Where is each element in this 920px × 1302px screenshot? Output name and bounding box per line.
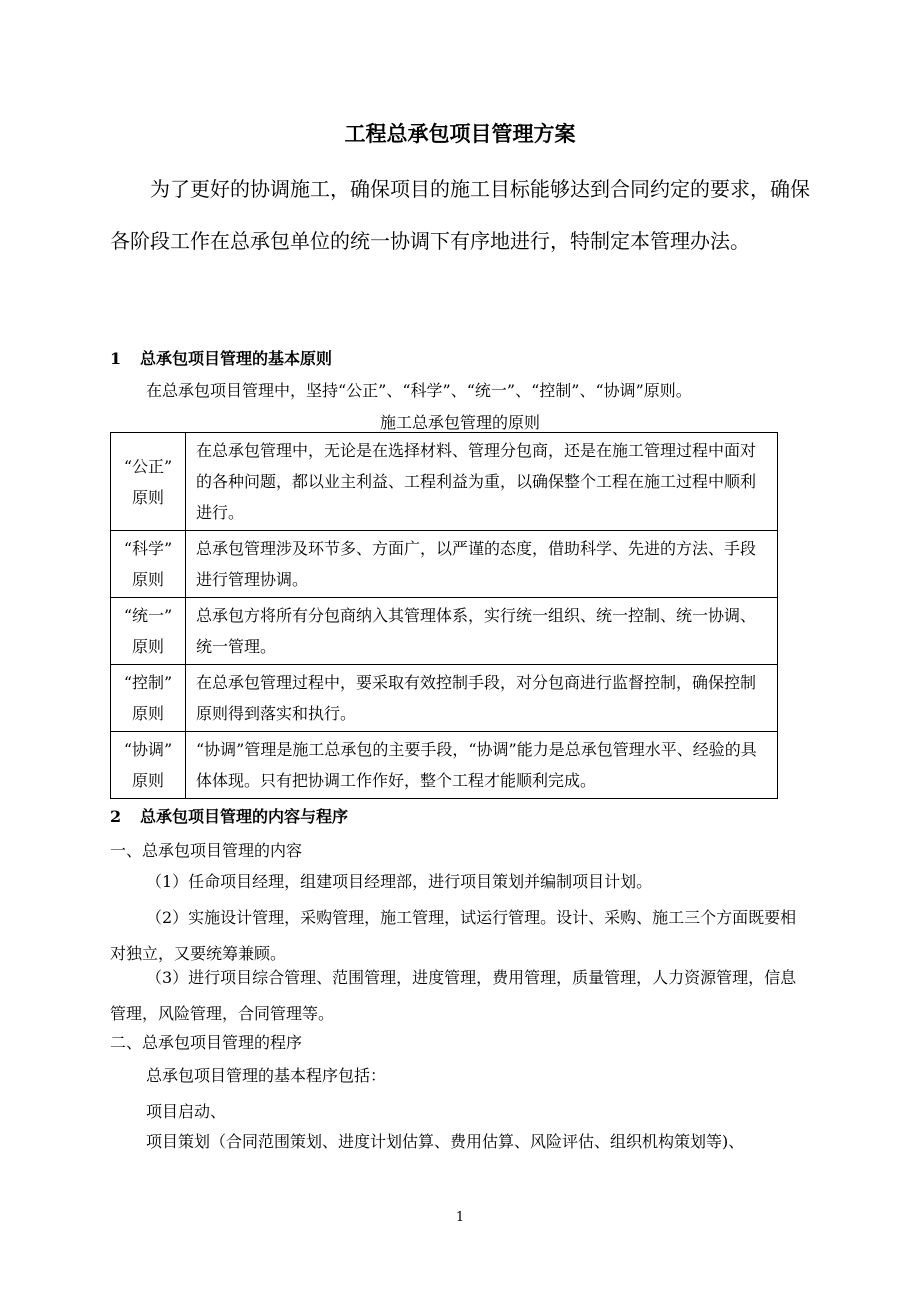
content-item-2: （2）实施设计管理，采购管理，施工管理，试运行管理。设计、采购、施工三个方面既要相对独立，又要统筹兼顾。 [110,908,797,963]
principle-description: 在总承包管理过程中，要采取有效控制手段，对分包商进行监督控制，确保控制原则得到落实和执行。 [186,665,778,732]
table-caption: 施工总承包管理的原则 [379,413,540,432]
page-number: 1 [455,1210,465,1225]
section-2-number: 2 [110,807,122,826]
principle-description: 总承包方将所有分包商纳入其管理体系，实行统一组织、统一控制、统一协调、统一管理。 [186,598,778,665]
procedure-step-2: 项目策划（合同范围策划、进度计划估算、费用估算、风险评估、组织机构策划等)、 [146,1132,745,1151]
section-2-title: 总承包项目管理的内容与程序 [140,807,349,826]
principles-table [110,432,778,799]
principle-name: “科学” 原则 [111,531,186,598]
table-row [111,732,778,799]
table-row [111,598,778,665]
section-1-title: 总承包项目管理的基本原则 [140,349,333,368]
intro-paragraph [110,163,810,267]
section-1-lead: 在总承包项目管理中，坚持“公正”、“科学”、“统一”、“控制”、“协调”原则。 [146,381,692,400]
table-row [111,665,778,732]
subsection-procedure-heading: 二、总承包项目管理的程序 [110,1033,303,1052]
principle-description: “协调”管理是施工总承包的主要手段，“协调”能力是总承包管理水平、经验的具体体现。只有把协调工作作好，整个工程才能顺利完成。 [186,732,778,799]
principle-name: “控制” 原则 [111,665,186,732]
principle-description: 在总承包管理中，无论是在选择材料、管理分包商，还是在施工管理过程中面对的各种问题，都以业主利益、工程利益为重，以确保整个工程在施工过程中顺利进行。 [186,433,778,531]
principle-name: “统一” 原则 [111,598,186,665]
section-2-heading [110,804,348,827]
intro-text: 为了更好的协调施工，确保项目的施工目标能够达到合同约定的要求，确保各阶段工作在总承包单位的统一协调下有序地进行，特制定本管理办法。 [110,177,810,253]
content-item-1: （1）任命项目经理，组建项目经理部，进行项目策划并编制项目计划。 [146,872,653,891]
section-1-number: 1 [110,349,122,368]
content-item-3: （3）进行项目综合管理、范围管理，进度管理，费用管理，质量管理，人力资源管理，信息管理，风险管理，合同管理等。 [110,968,797,1023]
procedure-step-1: 项目启动、 [146,1102,227,1121]
principle-name: “协调” 原则 [111,732,186,799]
principle-name: “公正” 原则 [111,433,186,531]
document-title: 工程总承包项目管理方案 [344,122,576,146]
procedure-lead: 总承包项目管理的基本程序包括： [146,1066,387,1085]
section-1-heading [110,346,332,369]
table-row [111,531,778,598]
principle-description: 总承包管理涉及环节多、方面广，以严谨的态度，借助科学、先进的方法、手段进行管理协调。 [186,531,778,598]
table-row [111,433,778,531]
subsection-content-heading: 一、总承包项目管理的内容 [110,841,303,860]
